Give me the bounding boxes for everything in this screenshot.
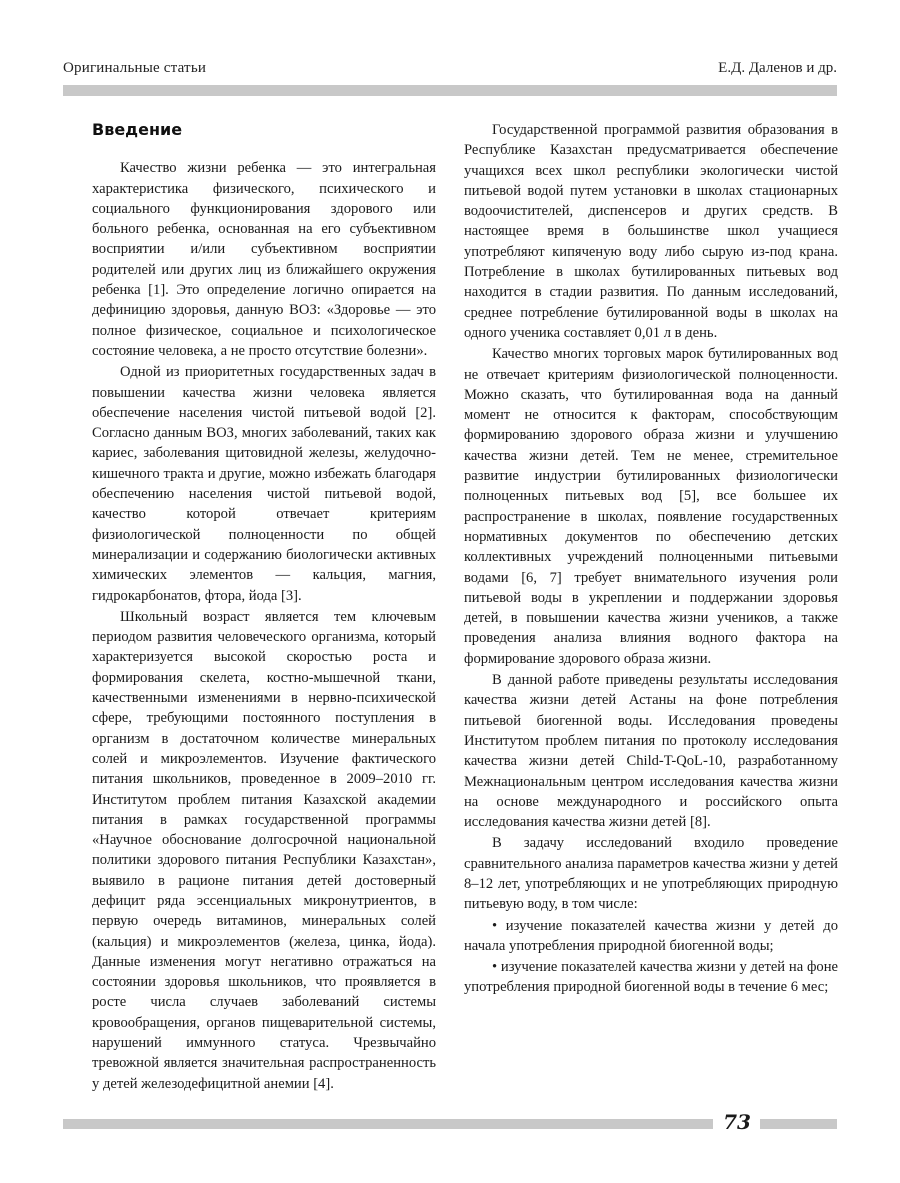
list-item: • изучение показателей качества жизни у детей до начала употребления природной биогенной воды;	[464, 917, 838, 954]
running-header-authors: Е.Д. Даленов и др.	[718, 60, 837, 76]
paragraph: Государственной программой развития образования в Республике Казахстан предусматривается обеспечение учащихся всех школ республики экологически чистой питьевой водой путем установки в школах стационарных водоочистителей, диспенсеров и других средств. В настоящее время в большинстве школ учащиеся употребляют кипяченую воду либо сырую из-под крана. Потребление в школах бутилированных питьевых вод находится в стадии развития. По данным исследований, среднее потребление бутилированной воды в школах на одного ученика составляет 0,01 л в день.	[464, 122, 838, 341]
section-heading: Введение	[92, 120, 183, 139]
paragraph: В задачу исследований входило проведение сравнительного анализа параметров качества жизни у детей 8–12 лет, употребляющих и не употребляющих природную питьевую воду, в том числе:	[464, 835, 838, 913]
header-rule	[63, 85, 837, 96]
page-number: 73	[723, 1110, 751, 1134]
footer-rule-right	[760, 1119, 837, 1129]
paragraph: Одной из приоритетных государственных задач в повышении качества жизни человека является обеспечение населения чистой питьевой водой [2]. Согласно данным ВОЗ, многих заболеваний, таких как кариес, заболевания щитовидной железы, желудочно-кишечного тракта и другие, можно избежать благодаря обеспечению населения чистой питьевой водой, качество которой отвечает критериям физиологической полноценности по общей минерализации и содержанию биологически активных химических элементов — кальция, магния, гидрокарбонатов, фтора, йода [3].	[92, 364, 436, 604]
paragraph: Качество жизни ребенка — это интегральная характеристика физического, психического и социального функционирования здорового или больного ребенка, основанная на его субъективном восприятии и/или субъективном восприятии родителей или других лиц из ближайшего окружения ребенка [1]. Это определение логично опирается на дефиницию здоровья, данную ВОЗ: «Здоровье — это полное физическое, социальное и психологическое состояние человека, а не просто отсутствие болезни».	[92, 160, 436, 359]
paragraph: Школьный возраст является тем ключевым периодом развития человеческого организма, который характеризуется высокой скоростью роста и формирования скелета, костно-мышечной ткани, качественными изменениями в нервно-психической сфере, требующими постоянного поступления в организм в достаточном количестве минеральных солей и микроэлементов. Изучение фактического питания школьников, проведенное в 2009–2010 гг. Институтом проблем питания Казахской академии питания в рамках государственной программы «Научное обоснование долгосрочной национальной политики здорового питания Республики Казахстан», выявило в рационе питания детей достоверный дефицит ряда эссенциальных микронутриентов, в первую очередь витаминов, минеральных солей (кальция) и микроэлементов (железа, цинка, йода). Данные изменения могут негативно отражаться на состоянии здоровья школьников, что проявляется в росте числа случаев заболеваний системы кровообращения, органов пищеварительной системы, нарушений иммунного статуса. Чрезвычайно тревожной является значительная распространенность у детей железодефицитной анемии [4].	[92, 608, 436, 1092]
left-column	[92, 118, 436, 1095]
right-column	[464, 120, 838, 999]
paragraph: Качество многих торговых марок бутилированных вод не отвечает критериям физиологической полноценности. Можно сказать, что бутилированная вода на данный момент не относится к факторам, способствующим формированию здорового образа жизни и улучшению качества жизни детей. Тем не менее, стремительное развитие индустрии бутилированных физиологически полноценных питьевых вод [5], все большее их распространение в школах, появление государственных нормативных документов по обеспечению детских коллективных учреждений полноценными питьевыми водами [6, 7] требует внимательного изучения роли питьевой воды в укреплении и поддержании здоровья детей, в повышении качества жизни учеников, а также проведения анализа влияния водного фактора на формирование здорового образа жизни.	[464, 346, 838, 667]
running-header-section: Оригинальные статьи	[63, 60, 207, 76]
footer-rule-left	[63, 1119, 713, 1129]
paragraph: В данной работе приведены результаты исследования качества жизни детей Астаны на фоне потребления питьевой биогенной воды. Исследования проведены Институтом проблем питания по протоколу исследования качества жизни детей Child-T-QoL-10, разработанному Межнациональным центром исследования качества жизни на основе международного и российского опыта исследования качества жизни детей [8].	[464, 672, 838, 831]
list-item: • изучение показателей качества жизни у детей на фоне употребления природной биогенной воды в течение 6 мес;	[464, 959, 838, 996]
